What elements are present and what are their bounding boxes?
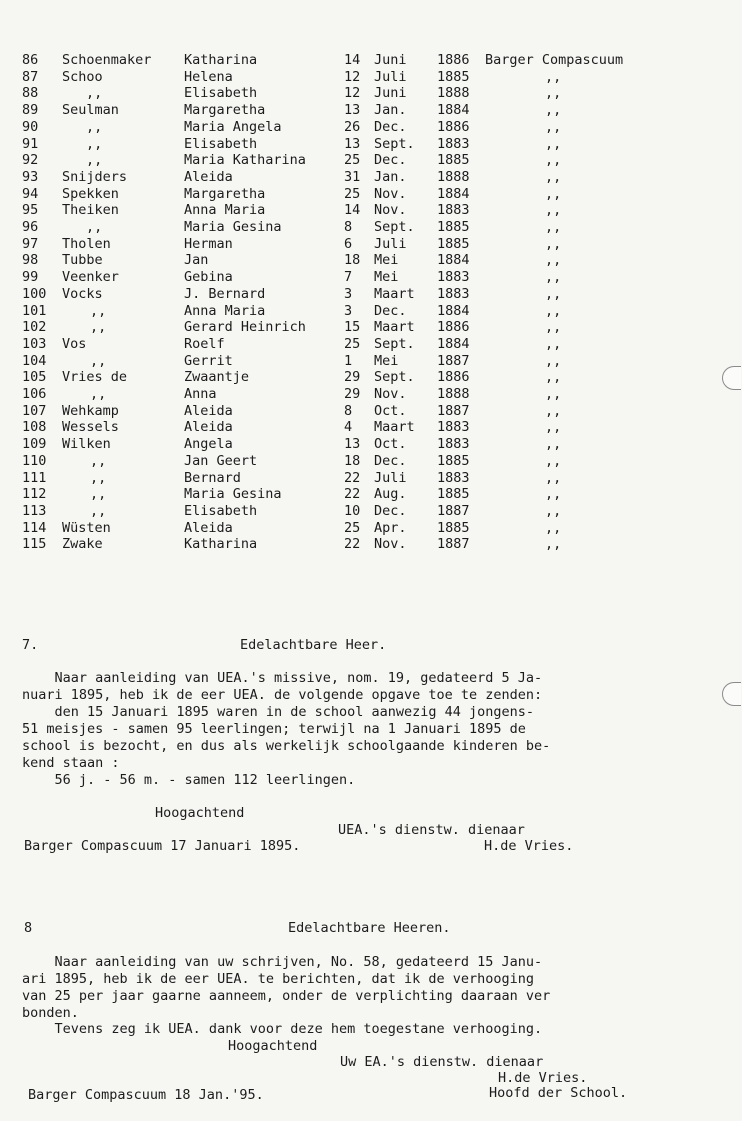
- letter-7-place-date: Barger Compascuum 17 Januari 1895.: [24, 838, 301, 854]
- register-birth-year: 1884: [437, 102, 470, 119]
- register-birth-place: ,,: [545, 319, 562, 336]
- letter-8-body-line: Naar aanleiding van uw schrijven, No. 58, gedateerd 15 Janu-: [22, 954, 543, 970]
- register-birth-day: 25: [344, 335, 361, 352]
- register-birth-place: ,,: [545, 168, 562, 185]
- register-birth-month: Aug.: [374, 486, 407, 503]
- register-first-name: Maria Gesina: [184, 219, 282, 235]
- register-birth-day: 7: [344, 269, 353, 286]
- register-first-name: Anna Maria: [184, 302, 266, 319]
- register-birth-month: Apr.: [374, 519, 407, 536]
- register-first-name: Gerrit: [184, 352, 233, 369]
- register-first-name: Anna Maria: [184, 202, 266, 219]
- register-birth-day: 14: [344, 52, 361, 68]
- register-birth-year: 1885: [437, 519, 470, 536]
- register-number: 105: [22, 369, 47, 386]
- register-surname: Veenker: [62, 269, 119, 286]
- register-first-name: Aleida: [184, 168, 233, 185]
- letter-8-body-line: van 25 per jaar gaarne aanneem, onder de verplichting daaraan ver: [22, 988, 551, 1004]
- register-birth-day: 18: [344, 452, 361, 469]
- register-birth-day: 8: [344, 402, 353, 419]
- register-birth-year: 1883: [437, 269, 470, 286]
- register-birth-place: ,,: [545, 102, 562, 119]
- register-birth-day: 8: [344, 219, 353, 235]
- register-number: 111: [22, 469, 47, 486]
- register-birth-year: 1884: [437, 302, 470, 319]
- register-birth-day: 31: [344, 168, 361, 185]
- register-birth-month: Juni: [374, 52, 407, 68]
- register-birth-day: 12: [344, 85, 361, 102]
- register-birth-place: ,,: [545, 68, 562, 85]
- register-number: 101: [22, 302, 47, 319]
- register-first-name: Gerard Heinrich: [184, 319, 306, 336]
- letter-7-body-line: Naar aanleiding van UEA.'s missive, nom. 19, gedateerd 5 Ja-: [22, 670, 543, 686]
- register-number: 112: [22, 486, 47, 503]
- register-birth-place: ,,: [545, 519, 562, 536]
- register-birth-place: ,,: [545, 335, 562, 352]
- register-surname: ,,: [90, 319, 107, 336]
- letter-7-salutation: Edelachtbare Heer.: [240, 637, 387, 653]
- register-surname: Wessels: [62, 419, 119, 436]
- register-birth-place: ,,: [545, 386, 562, 402]
- register-birth-year: 1886: [437, 319, 470, 336]
- letter-7-body-line: 51 meisjes - samen 95 leerlingen; terwijl na 1 Januari 1895 de: [22, 721, 526, 737]
- register-surname: Zwake: [62, 536, 103, 553]
- register-birth-month: Sept.: [374, 219, 415, 235]
- register-birth-day: 22: [344, 536, 361, 553]
- register-birth-year: 1886: [437, 52, 470, 68]
- register-birth-day: 4: [344, 419, 353, 436]
- register-birth-year: 1887: [437, 502, 470, 519]
- register-surname: Vocks: [62, 285, 103, 302]
- letter-8-body-line: bonden.: [22, 1005, 79, 1021]
- register-birth-year: 1886: [437, 118, 470, 135]
- register-birth-year: 1885: [437, 152, 470, 169]
- register-surname: ,,: [90, 469, 107, 486]
- register-birth-place: ,,: [545, 202, 562, 219]
- register-birth-day: 12: [344, 68, 361, 85]
- register-first-name: Elisabeth: [184, 135, 258, 152]
- register-surname: Theiken: [62, 202, 119, 219]
- register-birth-day: 25: [344, 185, 361, 202]
- register-birth-day: 29: [344, 386, 361, 402]
- register-first-name: Margaretha: [184, 185, 266, 202]
- binder-hole: [722, 682, 741, 706]
- register-number: 110: [22, 452, 47, 469]
- register-birth-month: Nov.: [374, 536, 407, 553]
- register-birth-day: 25: [344, 152, 361, 169]
- register-number: 87: [22, 68, 39, 85]
- register-first-name: Katharina: [184, 52, 258, 68]
- register-first-name: Aleida: [184, 519, 233, 536]
- register-birth-month: Juli: [374, 68, 407, 85]
- register-birth-month: Nov.: [374, 386, 407, 402]
- register-birth-month: Dec.: [374, 302, 407, 319]
- register-birth-month: Jan.: [374, 168, 407, 185]
- register-first-name: Margaretha: [184, 102, 266, 119]
- register-birth-year: 1885: [437, 219, 470, 235]
- register-birth-month: Jan.: [374, 102, 407, 119]
- register-birth-place: ,,: [545, 152, 562, 169]
- register-number: 98: [22, 252, 39, 269]
- register-birth-place: ,,: [545, 135, 562, 152]
- register-number: 95: [22, 202, 39, 219]
- register-number: 96: [22, 219, 39, 235]
- register-first-name: Elisabeth: [184, 85, 258, 102]
- letter-8-signature: H.de Vries.: [498, 1070, 588, 1086]
- register-birth-place: ,,: [545, 502, 562, 519]
- binder-hole: [722, 366, 741, 390]
- register-first-name: Angela: [184, 436, 233, 453]
- register-surname: ,,: [86, 135, 103, 152]
- register-birth-year: 1884: [437, 185, 470, 202]
- register-birth-place: ,,: [545, 486, 562, 503]
- register-number: 114: [22, 519, 47, 536]
- register-number: 86: [22, 52, 39, 68]
- letter-8-closing: Hoogachtend: [228, 1038, 318, 1054]
- register-birth-day: 15: [344, 319, 361, 336]
- register-birth-day: 22: [344, 486, 361, 503]
- register-birth-month: Mei: [374, 269, 399, 286]
- letter-7-body-line: kend staan :: [22, 755, 120, 771]
- register-surname: Wehkamp: [62, 402, 119, 419]
- register-birth-year: 1884: [437, 335, 470, 352]
- register-birth-place: Barger Compascuum: [485, 52, 624, 68]
- register-surname: Vries de: [62, 369, 128, 386]
- register-first-name: Bernard: [184, 469, 241, 486]
- letter-8-number: 8: [24, 920, 33, 936]
- register-birth-place: ,,: [545, 85, 562, 102]
- register-surname: Schoenmaker: [62, 52, 152, 68]
- register-birth-year: 1883: [437, 419, 470, 436]
- register-birth-year: 1887: [437, 536, 470, 553]
- letter-7-body-line: 56 j. - 56 m. - samen 112 leerlingen.: [22, 772, 356, 788]
- register-number: 97: [22, 235, 39, 252]
- register-birth-day: 18: [344, 252, 361, 269]
- register-number: 93: [22, 168, 39, 185]
- register-birth-place: ,,: [545, 436, 562, 453]
- register-surname: ,,: [90, 452, 107, 469]
- register-birth-month: Oct.: [374, 436, 407, 453]
- register-birth-month: Dec.: [374, 502, 407, 519]
- register-surname: ,,: [90, 486, 107, 503]
- register-surname: ,,: [86, 85, 103, 102]
- letter-8-title: Hoofd der School.: [489, 1085, 628, 1101]
- register-first-name: Zwaantje: [184, 369, 250, 386]
- register-birth-month: Mei: [374, 252, 399, 269]
- register-birth-year: 1883: [437, 135, 470, 152]
- register-surname: Tholen: [62, 235, 111, 252]
- register-surname: Schoo: [62, 68, 103, 85]
- register-birth-month: Nov.: [374, 202, 407, 219]
- register-birth-place: ,,: [545, 469, 562, 486]
- register-birth-year: 1883: [437, 469, 470, 486]
- register-birth-year: 1883: [437, 202, 470, 219]
- register-birth-place: ,,: [545, 118, 562, 135]
- letter-7-closing: Hoogachtend: [155, 805, 245, 821]
- register-surname: Wüsten: [62, 519, 111, 536]
- register-surname: ,,: [90, 352, 107, 369]
- register-birth-place: ,,: [545, 252, 562, 269]
- register-number: 99: [22, 269, 39, 286]
- register-number: 109: [22, 436, 47, 453]
- register-surname: Seulman: [62, 102, 119, 119]
- register-birth-day: 3: [344, 302, 353, 319]
- register-surname: Tubbe: [62, 252, 103, 269]
- letter-7-number: 7.: [22, 637, 39, 653]
- letter-8-place-date: Barger Compascuum 18 Jan.'95.: [28, 1087, 264, 1103]
- register-birth-place: ,,: [545, 302, 562, 319]
- register-birth-month: Sept.: [374, 335, 415, 352]
- register-number: 91: [22, 135, 39, 152]
- register-number: 115: [22, 536, 47, 553]
- register-first-name: Aleida: [184, 402, 233, 419]
- register-number: 90: [22, 118, 39, 135]
- letter-8-salutation: Edelachtbare Heeren.: [288, 920, 451, 936]
- register-birth-day: 13: [344, 135, 361, 152]
- register-birth-day: 13: [344, 102, 361, 119]
- register-birth-place: ,,: [545, 419, 562, 436]
- register-birth-day: 1: [344, 352, 353, 369]
- register-first-name: Jan Geert: [184, 452, 258, 469]
- register-birth-year: 1885: [437, 68, 470, 85]
- register-birth-month: Dec.: [374, 452, 407, 469]
- register-first-name: Aleida: [184, 419, 233, 436]
- register-number: 106: [22, 386, 47, 402]
- register-birth-place: ,,: [545, 452, 562, 469]
- register-birth-place: ,,: [545, 185, 562, 202]
- register-birth-place: ,,: [545, 352, 562, 369]
- register-number: 104: [22, 352, 47, 369]
- register-birth-month: Maart: [374, 319, 415, 336]
- register-birth-day: 13: [344, 436, 361, 453]
- register-birth-day: 26: [344, 118, 361, 135]
- register-birth-month: Dec.: [374, 118, 407, 135]
- register-birth-day: 25: [344, 519, 361, 536]
- register-birth-year: 1883: [437, 436, 470, 453]
- letter-7-body-line: den 15 Januari 1895 waren in de school aanwezig 44 jongens-: [22, 704, 535, 720]
- register-first-name: Gebina: [184, 269, 233, 286]
- register-first-name: Katharina: [184, 536, 258, 553]
- register-birth-day: 14: [344, 202, 361, 219]
- letter-7-body-line: school is bezocht, en dus als werkelijk schoolgaande kinderen be-: [22, 738, 551, 754]
- register-first-name: Anna: [184, 386, 217, 402]
- register-first-name: Helena: [184, 68, 233, 85]
- register-number: 89: [22, 102, 39, 119]
- letter-7-body-line: nuari 1895, heb ik de eer UEA. de volgende opgave toe te zenden:: [22, 687, 543, 703]
- register-birth-year: 1888: [437, 168, 470, 185]
- register-first-name: Elisabeth: [184, 502, 258, 519]
- register-number: 108: [22, 419, 47, 436]
- letter-8-body-line: ari 1895, heb ik de eer UEA. te berichten, dat ik de verhooging: [22, 971, 535, 987]
- register-birth-place: ,,: [545, 285, 562, 302]
- register-birth-place: ,,: [545, 219, 562, 235]
- register-birth-month: Maart: [374, 285, 415, 302]
- register-first-name: Maria Katharina: [184, 152, 306, 169]
- register-birth-month: Sept.: [374, 135, 415, 152]
- register-surname: ,,: [90, 386, 107, 402]
- register-number: 102: [22, 319, 47, 336]
- register-number: 94: [22, 185, 39, 202]
- register-birth-month: Juli: [374, 235, 407, 252]
- letter-8-servant: Uw EA.'s dienstw. dienaar: [340, 1054, 544, 1070]
- register-birth-day: 29: [344, 369, 361, 386]
- register-birth-month: Juli: [374, 469, 407, 486]
- register-birth-year: 1888: [437, 85, 470, 102]
- register-birth-year: 1885: [437, 235, 470, 252]
- register-first-name: Roelf: [184, 335, 225, 352]
- register-birth-year: 1888: [437, 386, 470, 402]
- register-birth-year: 1885: [437, 452, 470, 469]
- register-birth-year: 1883: [437, 285, 470, 302]
- register-surname: ,,: [86, 152, 103, 169]
- register-birth-year: 1887: [437, 352, 470, 369]
- register-birth-year: 1886: [437, 369, 470, 386]
- register-birth-place: ,,: [545, 402, 562, 419]
- register-birth-month: Sept.: [374, 369, 415, 386]
- letter-7-servant: UEA.'s dienstw. dienaar: [338, 822, 525, 838]
- register-number: 107: [22, 402, 47, 419]
- register-number: 103: [22, 335, 47, 352]
- register-birth-year: 1885: [437, 486, 470, 503]
- register-birth-month: Dec.: [374, 152, 407, 169]
- register-surname: ,,: [86, 219, 103, 235]
- register-surname: Wilken: [62, 436, 111, 453]
- register-surname: ,,: [90, 502, 107, 519]
- register-birth-place: ,,: [545, 269, 562, 286]
- register-birth-day: 3: [344, 285, 353, 302]
- register-birth-year: 1884: [437, 252, 470, 269]
- register-birth-month: Nov.: [374, 185, 407, 202]
- register-birth-month: Juni: [374, 85, 407, 102]
- register-number: 88: [22, 85, 39, 102]
- register-surname: Spekken: [62, 185, 119, 202]
- register-first-name: Maria Gesina: [184, 486, 282, 503]
- register-birth-place: ,,: [545, 369, 562, 386]
- register-first-name: J. Bernard: [184, 285, 266, 302]
- register-birth-day: 10: [344, 502, 361, 519]
- register-first-name: Jan: [184, 252, 209, 269]
- register-number: 100: [22, 285, 47, 302]
- register-birth-day: 6: [344, 235, 353, 252]
- register-birth-month: Mei: [374, 352, 399, 369]
- register-birth-month: Oct.: [374, 402, 407, 419]
- register-surname: ,,: [86, 118, 103, 135]
- register-number: 92: [22, 152, 39, 169]
- register-surname: Vos: [62, 335, 87, 352]
- register-first-name: Herman: [184, 235, 233, 252]
- register-surname: Snijders: [62, 168, 128, 185]
- register-birth-place: ,,: [545, 235, 562, 252]
- register-first-name: Maria Angela: [184, 118, 282, 135]
- register-birth-month: Maart: [374, 419, 415, 436]
- register-birth-day: 22: [344, 469, 361, 486]
- register-number: 113: [22, 502, 47, 519]
- letter-8-body-line: Tevens zeg ik UEA. dank voor deze hem toegestane verhooging.: [22, 1021, 543, 1037]
- register-surname: ,,: [90, 302, 107, 319]
- register-birth-place: ,,: [545, 536, 562, 553]
- letter-7-signature: H.de Vries.: [484, 838, 574, 854]
- register-birth-year: 1887: [437, 402, 470, 419]
